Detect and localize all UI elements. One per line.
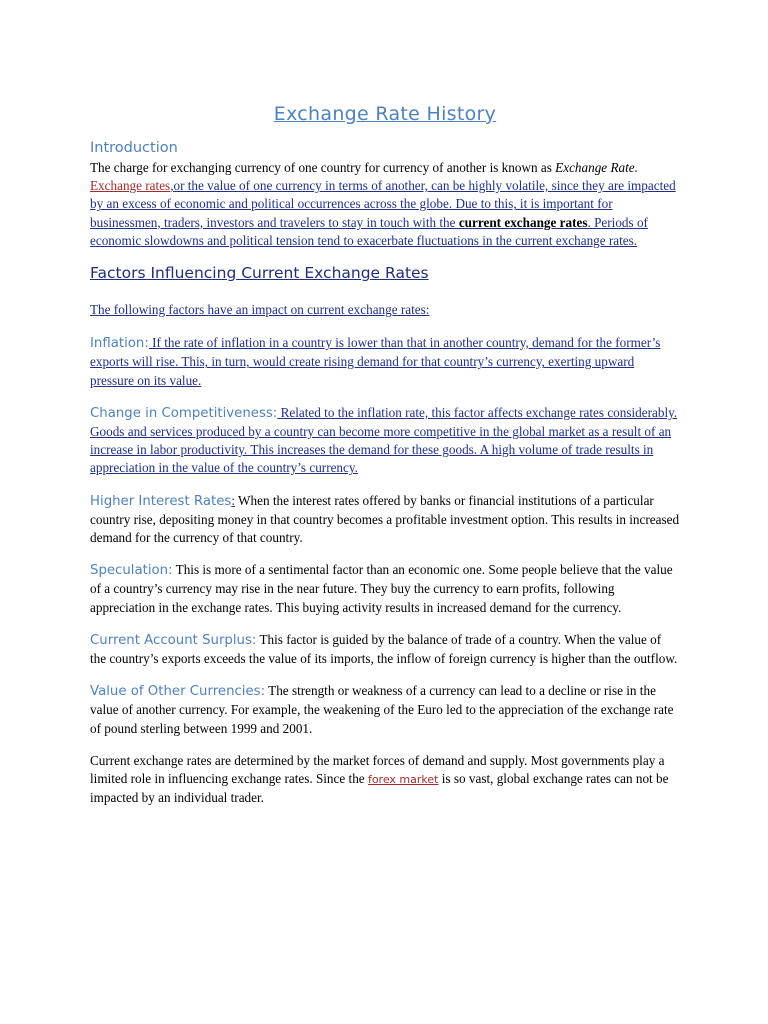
factor-interest-rates-colon: : — [231, 492, 235, 508]
intro-text-1: The charge for exchanging currency of one country for currency of another is known as — [90, 160, 556, 175]
factor-other-currencies-text: The strength or weakness of a currency can lead to a decline or rise in the value of another currency. For example, the weakening of the Euro led to the appreciation of the exchange rate of pound sterling between 1999 and 2001. — [90, 683, 674, 736]
factor-interest-rates-label: Higher Interest Rates — [90, 493, 232, 509]
factors-intro[interactable] — [90, 301, 680, 319]
intro-linked-text[interactable] — [90, 178, 676, 248]
closing-text-1: Current exchange rates are determined by the market forces of demand and supply. Most governments play a limited role in influencing exchange rates. Since the — [90, 752, 665, 787]
factor-account-surplus-text: This factor is guided by the balance of trade of a country. When the value of the country’s exports exceeds the value of its imports, the inflow of foreign currency is higher than the outflow. — [90, 631, 678, 667]
factor-account-surplus-label: Current Account Surplus: — [90, 632, 257, 648]
factor-inflation-text[interactable]: If the rate of inflation in a country is lower than that in another country, demand for the former’s exports will rise. This, in turn, would create rising demand for that country’s currency, exerting upward pressure on its value. — [90, 335, 661, 388]
forex-market-link[interactable]: forex market — [367, 773, 439, 787]
factors-heading: Factors Influencing Current Exchange Rates — [90, 264, 429, 283]
factor-interest-rates — [90, 492, 680, 548]
factor-interest-rates-text: When the interest rates offered by banks or financial institutions of a particular country rise, depositing money in that country becomes a profitable investment option. This results in increased demand for the currency of that country. — [90, 492, 680, 546]
factor-competitiveness-text[interactable]: Related to the inflation rate, this factor affects exchange rates considerably. Goods and services produced by a country can become more competitive in the global market as a result of an increase in labor productivity. This increases the demand for these goods. A high volume of trade results in appreciation in the value of the country’s currency. — [90, 404, 678, 476]
exchange-rate-term: Exchange Rate. — [555, 160, 638, 175]
introduction-heading: Introduction — [90, 140, 178, 156]
closing-text-2: is so vast, global exchange rates can not be impacted by an individual trader. — [90, 771, 669, 806]
page-title: Exchange Rate History — [273, 103, 497, 125]
intro-text-2: ,or the value of one currency in terms of another, can be highly volatile, since they are impacted by an excess of economic and political occurrences across the globe. Due to this, it is important for businessmen, traders, investors and travelers to stay in touch with the — [90, 178, 676, 230]
factor-competitiveness — [90, 404, 680, 478]
factor-speculation-label: Speculation: — [90, 563, 173, 579]
factor-speculation-text: This is more of a sentimental factor than an economic one. Some people believe that the value of a country’s currency may rise in the near future. They buy the currency to earn profits, following appreciation in the exchange rates. This buying activity results in increased demand for the currency. — [90, 562, 673, 615]
factors-intro-link[interactable]: The following factors have an impact on current exchange rates: — [90, 302, 430, 318]
exchange-rates-link[interactable]: Exchange rates — [90, 178, 171, 194]
closing-paragraph — [90, 752, 680, 808]
factor-inflation-label: Inflation: — [90, 336, 149, 352]
factor-speculation — [90, 561, 680, 617]
factor-account-surplus — [90, 631, 680, 668]
current-exchange-rates-bold: current exchange rates — [458, 214, 588, 230]
factor-inflation — [90, 334, 680, 390]
introduction-paragraph — [90, 159, 680, 250]
document-page — [90, 100, 680, 821]
intro-text-3: . Periods of economic slowdowns and political tension tend to exacerbate fluctuations in the current exchange rates. — [90, 214, 648, 248]
factor-other-currencies-label: Value of Other Currencies: — [90, 684, 266, 700]
factor-other-currencies — [90, 682, 680, 738]
factor-competitiveness-label: Change in Competitiveness: — [90, 405, 278, 421]
